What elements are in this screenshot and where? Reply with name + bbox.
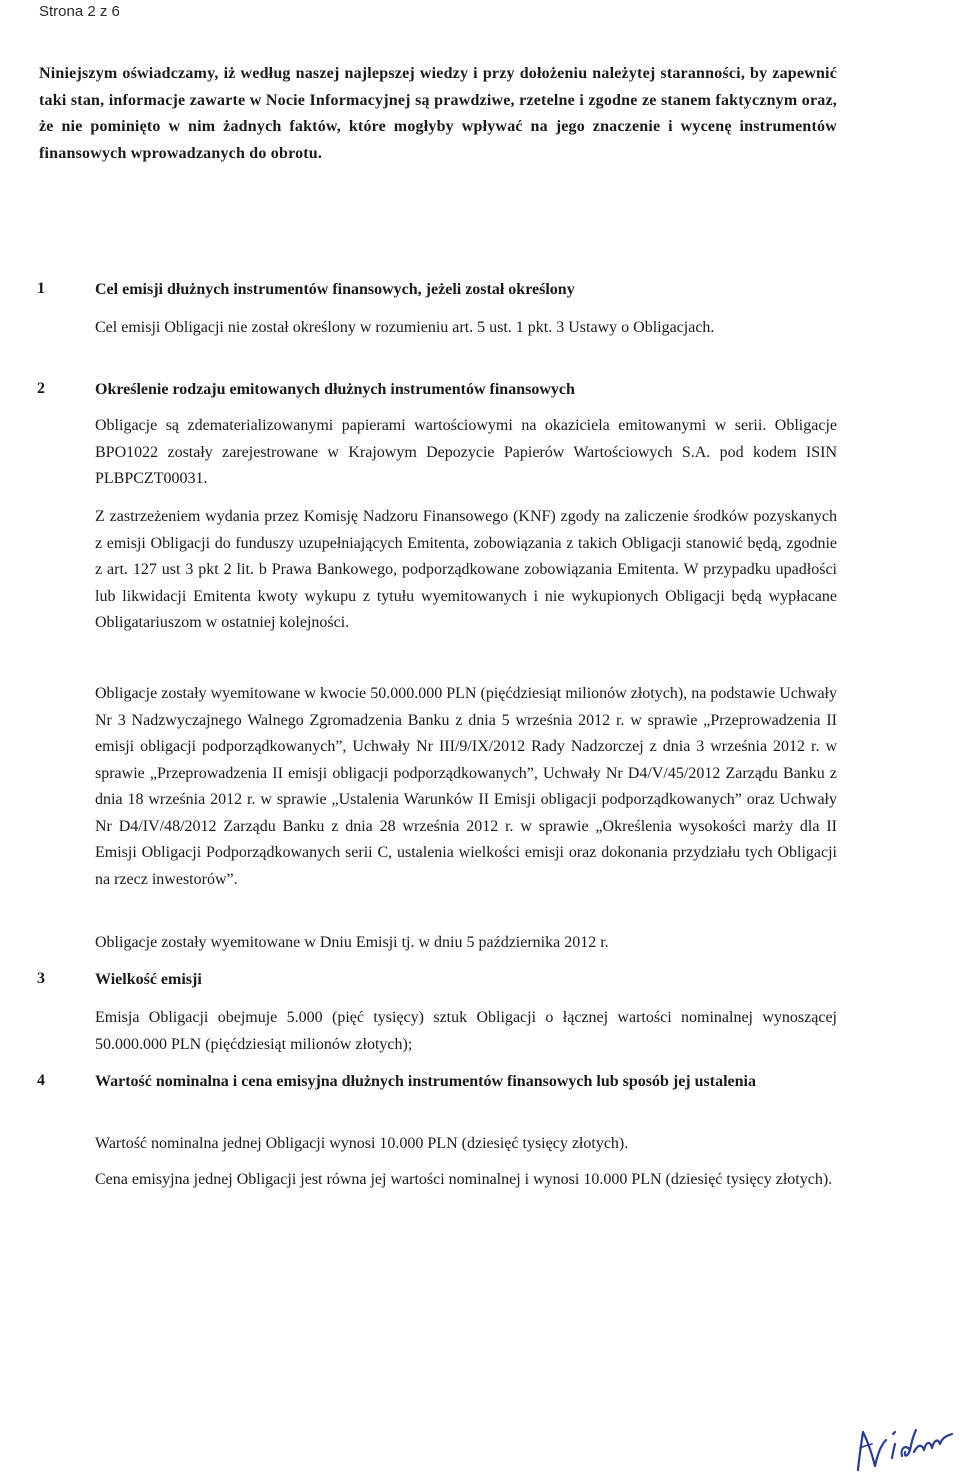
section-2-title: Określenie rodzaju emitowanych dłużnych instrumentów finansowych (95, 381, 575, 398)
section-3-title: Wielkość emisji (95, 971, 202, 988)
section-2-paragraph-3: Obligacje zostały wyemitowane w kwocie 50.000.000 PLN (pięćdziesiąt milionów złotych), na podstawie Uchwały Nr 3 Nadzwyczajnego Walnego Zgromadzenia Banku z dnia 5 września 2012 r. w sprawie „Przeprowadzenia II emisji obligacji podporządkowanych”, Uchwały Nr III/9/IX/2012 Rady Nadzorczej z dnia 3 września 2012 r. w sprawie „Przeprowadzenia II emisji obligacji podporządkowanych”, Uchwały Nr D4/V/45/2012 Zarządu Banku z dnia 18 września 2012 r. w sprawie „Ustalenia Warunków II Emisji obligacji podporządkowanych” oraz Uchwały Nr D4/IV/48/2012 Zarządu Banku z dnia 28 września 2012 r. w sprawie „Określenia wysokości marży dla II Emisji Obligacji Podporządkowanych serii C, ustalenia wielkości emisji oraz dokonania przydziału tych Obligacji na rzecz inwestorów”. (95, 685, 837, 888)
section-2-number: 2 (37, 380, 45, 397)
section-2-paragraph-1: Obligacje są zdematerializowanymi papierami wartościowymi na okaziciela emitowanymi w serii. Obligacje BPO1022 zostały zarejestrowane w Krajowym Depozycie Papierów Wartościowych S.A. pod kodem ISIN PLBPCZT00031. (95, 417, 837, 487)
section-4-paragraph-1: Wartość nominalna jednej Obligacji wynosi 10.000 PLN (dziesięć tysięcy złotych). (95, 1135, 629, 1152)
section-4-number: 4 (37, 1072, 45, 1089)
section-3-paragraph-1: Emisja Obligacji obejmuje 5.000 (pięć tysięcy) sztuk Obligacji o łącznej wartości nominalnej wynoszącej 50.000.000 PLN (pięćdziesiąt milionów złotych); (95, 1009, 837, 1053)
declaration-paragraph: Niniejszym oświadczamy, iż według naszej najlepszej wiedzy i przy dołożeniu należytej staranności, by zapewnić taki stan, informacje zawarte w Nocie Informacyjnej są prawdziwe, rzetelne i zgodne ze stanem faktycznym oraz, że nie pominięto w nim żadnych faktów, które mogłyby wpływać na jego znaczenie i wycenę instrumentów finansowych wprowadzanych do obrotu. (39, 65, 837, 162)
section-1-paragraph-1: Cel emisji Obligacji nie został określony w rozumieniu art. 5 ust. 1 pkt. 3 Ustawy o Obligacjach. (95, 319, 715, 336)
section-4-title: Wartość nominalna i cena emisyjna dłużnych instrumentów finansowych lub sposób jej ustalenia (95, 1073, 756, 1090)
section-1-title: Cel emisji dłużnych instrumentów finansowych, jeżeli został określony (95, 281, 575, 298)
handwritten-signature (848, 1408, 958, 1478)
section-1-number: 1 (37, 280, 45, 297)
section-4-paragraph-2: Cena emisyjna jednej Obligacji jest równa jej wartości nominalnej i wynosi 10.000 PLN (dziesięć tysięcy złotych). (95, 1171, 833, 1188)
page-number-label: Strona 2 z 6 (39, 3, 120, 20)
section-3-number: 3 (37, 970, 45, 987)
section-2-paragraph-4: Obligacje zostały wyemitowane w Dniu Emisji tj. w dniu 5 października 2012 r. (95, 934, 609, 951)
section-2-paragraph-2: Z zastrzeżeniem wydania przez Komisję Nadzoru Finansowego (KNF) zgody na zaliczenie środków pozyskanych z emisji Obligacji do funduszy uzupełniających Emitenta, zobowiązania z takich Obligacji stanowić będą, zgodnie z art. 127 ust 3 pkt 2 lit. b Prawa Bankowego, podporządkowane zobowiązania Emitenta. W przypadku upadłości lub likwidacji Emitenta kwoty wykupu z tytułu wyemitowanych i nie wykupionych Obligacji będą wypłacane Obligatariuszom w ostatniej kolejności. (95, 508, 837, 631)
